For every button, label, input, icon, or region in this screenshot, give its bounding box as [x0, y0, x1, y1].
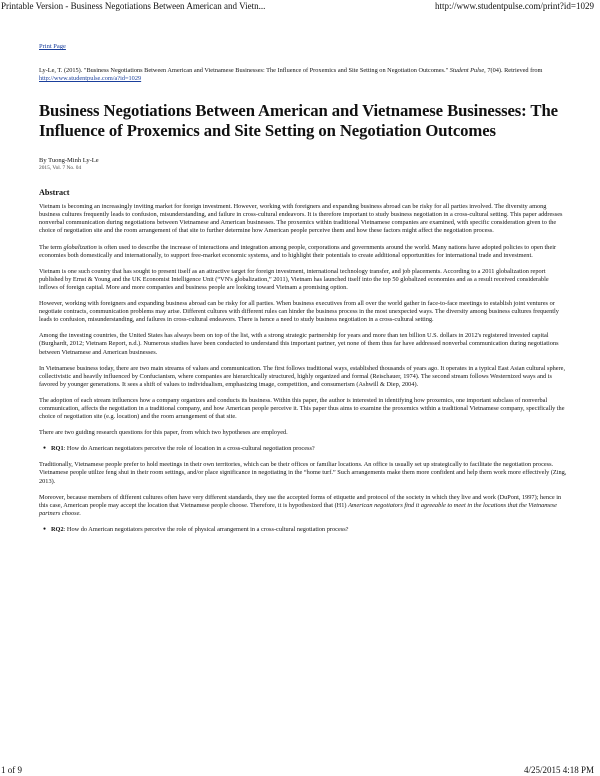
- citation-text: Ly-Le, T. (2015). "Business Negotiations Between American and Vietnamese Businesses: The Influence of Proxemics and Site Setting on Negotiation Outcomes.": [39, 67, 449, 74]
- footer-page-count: 1 of 9: [1, 765, 22, 775]
- byline: By Tuong-Minh Ly-Le: [39, 157, 99, 165]
- rq2-text: : How do American negotiators perceive the role of physical arrangement in a cross-cultural negotiation process?: [63, 525, 349, 533]
- article-title: Business Negotiations Between American and Vietnamese Businesses: The Influence of Proxemics and Site Setting on Negotiation Outcomes: [39, 101, 558, 141]
- header-page-title: Printable Version - Business Negotiations Between American and Vietn...: [1, 1, 266, 11]
- abstract-paragraph: Vietnam is becoming an increasingly inviting market for foreign investment. However, working with foreigners and expanding business abroad can be risky for all parties involved. The diversity among business cultures frequently leads to confusion, misunderstanding, and failure in cross-cultural endeavors. It is therefore important to study business negotiation in a cross-cultural setting. This paper addresses nonverbal communication during negotiations between Vietnamese and American businesses. The proxemics within traditional Vietnamese companies are examined, with specific consideration given to the choice of negotiation site and the room arrangement of that site to further determine how American people perceive them and how these factors might affect the negotiation process.: [39, 203, 563, 235]
- paragraph-traditionally: Traditionally, Vietnamese people prefer to hold meetings in their own territories, which can be their offices or familiar locations. An office is usually set up strategically to facilitate the negotiation process. Vietnamese people utilize feng shui in their room settings, and/or place significance in negotiating in the “home turf.” Such arrangements make them more confident and help them work more effectively (Zing, 2013).: [39, 461, 567, 485]
- paragraph-streams: In Vietnamese business today, there are two main streams of values and communication. The first follows traditional ways, established thousands of years ago. It operates in a typical East Asian cultural sphere, collectivistic and heavily influenced by Confucianism, where companies are hierarchically structured, highly organized and formal (Reischauer, 1974). The second stream follows Westernized ways and is favored by younger generations. It sees a shift of values to individualism, emphasizing image, competition, and consumerism (Ashwill & Diep, 2004).: [39, 364, 566, 388]
- citation-journal: Student Pulse: [449, 67, 485, 74]
- citation-volume: , 7(04). Retrieved from: [484, 67, 543, 74]
- para-text: is often used to describe the increase of interactions and integration among people, corporations and governments around the world. Many nations have adopted policies to open their economies both domestically and internationally, to support free-market economic systems, and to highlight their potentials to create additional opportunities for international trade and investment.: [39, 243, 557, 259]
- list-item: [51, 445, 567, 453]
- paragraph-moreover: [39, 494, 567, 518]
- citation-link[interactable]: http://www.studentpulse.com/a?id=1029: [39, 75, 142, 83]
- print-header: [0, 0, 600, 12]
- header-url: http://www.studentpulse.com/print?id=1029: [435, 1, 594, 11]
- paragraph-globalization: [39, 244, 567, 260]
- paragraph-investors: Among the investing countries, the United States has always been on top of the list, with a strong strategic partnership for years and more than ten billion U.S. dollars in 2012's registered invested capital (Burghardt, 2012; Vietnam Report, n.d.). Numerous studies have been conducted to understand this important partner, yet none of them thus far have addressed nonverbal communication during negotiations between Vietnamese and American businesses.: [39, 332, 559, 356]
- paragraph-risk: However, working with foreigners and expanding business abroad can be risky for all parties. When business executives from all over the world gather in face-to-face meetings to establish joint ventures or negotiate contracts, communication problems may arise. Different cultures with different rules can hinder the business process in the most unexpected ways. The diversity among business cultures frequently leads to confusion, misunderstanding, and failures in cross-cultural endeavors. There is hence a need to study business negotiation in a cross-cultural setting.: [39, 300, 559, 324]
- rq1-text: : How do American negotiators perceive the role of location in a cross-cultural negotiation process?: [63, 445, 315, 453]
- print-footer: [0, 764, 600, 776]
- para-text: The term: [39, 243, 64, 251]
- para-text: Moreover, because members of different cultures often have very different standards, they use the accepted forms of etiquette and protocol of the society in which they live and work (DuPont, 1997); hence in this case, American people may accept the location that Vietnamese people choose. Therefore, it is hypothesized that (H1): [39, 493, 562, 509]
- para-emphasis: globalization: [63, 243, 97, 251]
- list-item: [51, 526, 567, 534]
- research-question-list-2: [39, 526, 567, 534]
- hypothesis-h1: American negotiators find it agreeable to meet in the locations that the Vietnamese partners choose.: [39, 501, 557, 517]
- paragraph-vietnam: Vietnam is one such country that has sought to present itself as an attractive target for foreign investment, international technology transfer, and job placements. According to a 2011 globalization report published by Ernst & Young and the UK Economist Intelligence Unit (“VN's globalization,” 2011), Vietnam has launched itself into the top 50 globalized economies and as a result received considerable inflows of foreign capital. More and more companies and business people are looking toward Vietnam a promising option.: [39, 267, 549, 291]
- footer-datetime: 4/25/2015 4:18 PM: [523, 765, 594, 775]
- paragraph-adoption: The adoption of each stream influences how a company organizes and conducts its business. Within this paper, the author is interested in identifying how proxemics, one important subclass of nonverbal communication, affects the negotiation in a traditional company, and how American people perceive it. This paper thus aims to examine the proxemics within a traditional Vietnamese company, specifically the choice of negotiation site (e.g. location) and the room arrangement of that site.: [39, 396, 565, 421]
- citation: [39, 67, 567, 83]
- article-content: [39, 43, 567, 542]
- print-page-link[interactable]: Print Page: [39, 43, 66, 50]
- paragraph-questions: There are two guiding research questions for this paper, from which two hypotheses are employed.: [39, 429, 288, 437]
- abstract-heading: Abstract: [39, 188, 70, 198]
- research-question-list-1: [39, 445, 567, 453]
- rq1-label: RQ1: [51, 445, 64, 453]
- rq2-label: RQ2: [51, 525, 64, 533]
- issue-date: 2015, Vol. 7 No. 04: [39, 165, 82, 172]
